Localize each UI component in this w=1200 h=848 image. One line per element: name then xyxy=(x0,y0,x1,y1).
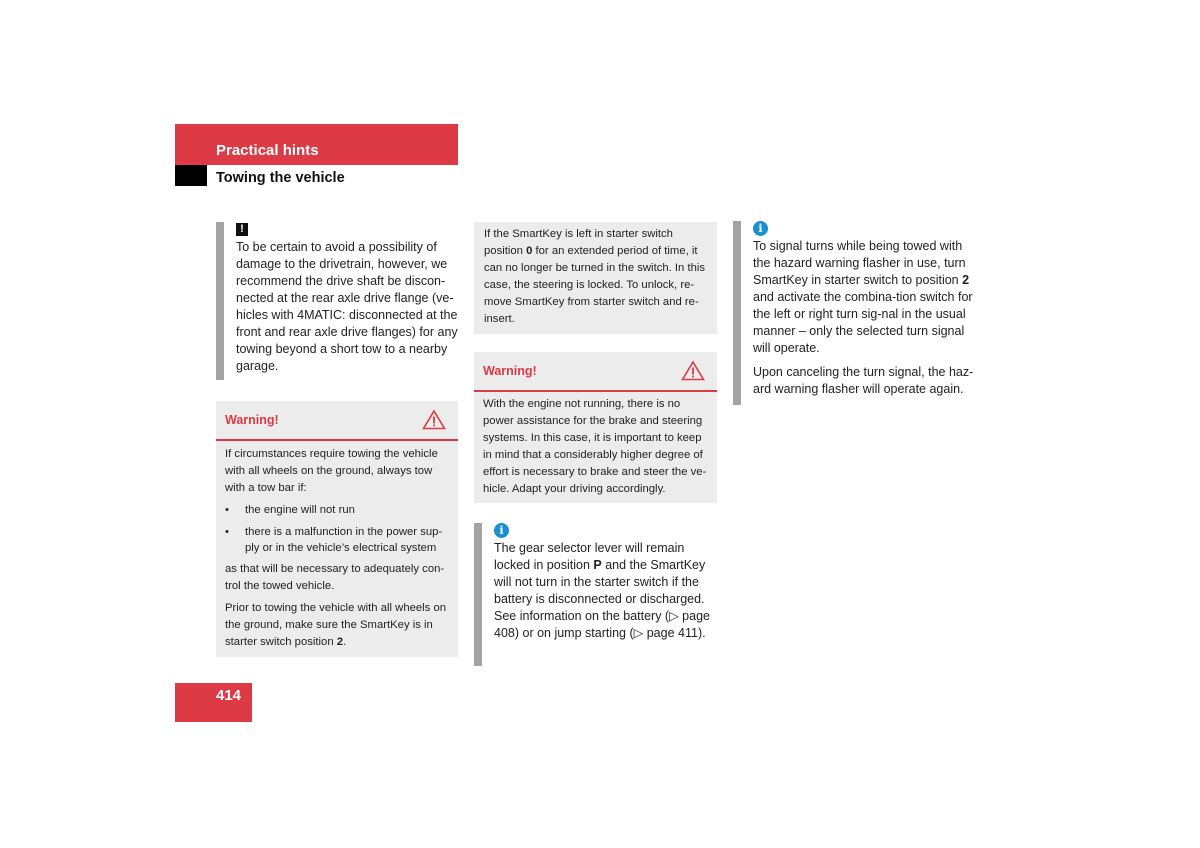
warning-triangle-icon xyxy=(681,360,705,381)
header-marker xyxy=(175,165,207,186)
info-box: If the SmartKey is left in starter switch position 0 for an extended period of time, it can no longer be turned in the switch. In this case, the steering is locked. To unlock, re-move SmartKey from starter switch and re-insert. xyxy=(474,222,717,334)
info-note xyxy=(494,522,720,642)
page-number: 414 xyxy=(216,687,242,704)
note-bar xyxy=(733,221,741,405)
info-icon: i xyxy=(494,523,509,538)
warning-text: Prior to towing the vehicle with all wheels on the ground, make sure the SmartKey is in starter switch position 2. xyxy=(225,602,447,648)
page-number-tab xyxy=(175,683,252,722)
warning-triangle-icon xyxy=(422,409,446,430)
bullet-item: • there is a malfunction in the power sup-ply or in the vehicle’s electrical system xyxy=(225,524,450,556)
section-header xyxy=(175,124,458,165)
note-bar xyxy=(216,222,224,380)
warning-header xyxy=(474,352,717,392)
warning-box xyxy=(216,401,458,657)
note-text: To be certain to avoid a possibility of damage to the drivetrain, however, we recommend the drive shaft be discon-nected at the rear axle drive flange (ve-hicles with 4MATIC: disconnected at the front and rear axle drive flanges) for any towing beyond a short tow to a nearby garage. xyxy=(236,240,458,373)
warning-title: Warning! xyxy=(483,364,537,378)
warning-box xyxy=(474,352,717,503)
section-title: Practical hints xyxy=(216,142,319,159)
warning-title: Warning! xyxy=(225,413,279,427)
exclamation-icon: ! xyxy=(236,223,248,236)
subsection-title: Towing the vehicle xyxy=(216,170,345,186)
note-text: The gear selector lever will remain locked in position P and the SmartKey will not turn in the starter switch if the battery is disconnected or discharged. See information on the battery (▷ page 408) or on jump starting (▷ page 411). xyxy=(494,541,710,640)
bullet-item: • the engine will not run xyxy=(225,502,450,519)
warning-text: as that will be necessary to adequately con-trol the towed vehicle. xyxy=(225,563,445,592)
note-text: Upon canceling the turn signal, the haz-ard warning flasher will operate again. xyxy=(753,365,974,396)
note-bar xyxy=(474,523,482,666)
caution-note xyxy=(236,220,461,375)
info-icon: i xyxy=(753,221,768,236)
warning-header xyxy=(216,401,458,441)
warning-text: If circumstances require towing the vehicle with all wheels on the ground, always tow with a tow bar if: xyxy=(225,448,438,494)
info-note xyxy=(753,220,981,403)
note-text: To signal turns while being towed with the hazard warning flasher in use, turn SmartKey in starter switch to position 2 and activate the combina-tion switch for the left or right turn sig-nal in the usual manner – only the selected turn signal will operate. xyxy=(753,239,973,355)
warning-text: With the engine not running, there is no power assistance for the brake and steering systems. In this case, it is important to keep in mind that a considerably higher degree of effort is necessary to brake and steer the ve-hicle. Adapt your driving accordingly. xyxy=(483,398,707,495)
